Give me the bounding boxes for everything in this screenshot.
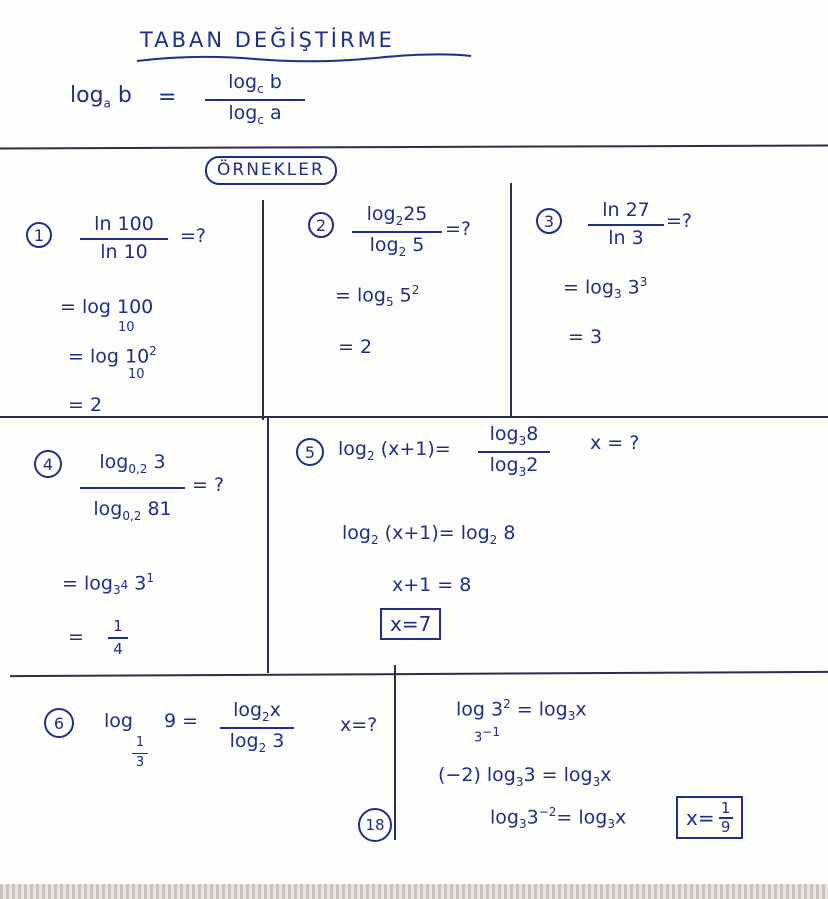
divider-bottom: [10, 671, 828, 677]
divider-top: [0, 145, 828, 150]
example-4-question: = ?: [192, 474, 225, 496]
example-6-step-1: $\log 3^2 = \log_3x$: [456, 697, 587, 724]
example-6-answer: x= 1 9: [676, 796, 743, 839]
example-5-question: x = ?: [590, 432, 640, 454]
example-3-number: 3: [536, 208, 562, 234]
formula-equals: =: [158, 85, 177, 110]
column-divider-3: [267, 416, 269, 673]
example-1-question: =?: [180, 225, 207, 247]
example-4-number: 4: [34, 450, 62, 478]
example-3-step-1: = $\log_3 3^3$: [563, 275, 648, 302]
example-1-result: = 2: [68, 394, 103, 416]
example-6-number: 6: [44, 708, 74, 738]
example-2-step-1: = $\log_5 5^2$: [335, 283, 420, 310]
title-underline: [135, 52, 475, 66]
example-1-step-2-base: 10: [128, 367, 145, 382]
paper-bottom-edge: [0, 884, 828, 899]
example-1-step-1-base: 10: [118, 320, 135, 335]
example-3-fraction: ln 27 ln 3: [588, 200, 664, 250]
example-2-result: = 2: [338, 336, 373, 358]
example-5-step-1: $\log_2 (x+1)= \log_2 8$: [342, 522, 516, 547]
example-1-step-2: = $\log 10^2$: [68, 344, 157, 368]
example-1-step-1: = log 100: [60, 296, 154, 318]
example-6-fraction: $\log_2x$ $\log_2 3$: [220, 700, 294, 755]
example-4-step-1: = $\log_{3^4} 3^1$: [62, 571, 154, 598]
formula-lhs: $\log_a b$: [70, 83, 132, 111]
example-2-question: =?: [445, 218, 472, 240]
example-5-step-2: x+1 = 8: [392, 574, 472, 596]
example-6-step-1-base: $3^{-1}$: [474, 725, 500, 746]
column-divider-4: [394, 665, 396, 840]
examples-label: ÖRNEKLER: [205, 156, 337, 185]
example-6-question: x=?: [340, 714, 378, 736]
example-5-answer: x=7: [380, 608, 441, 640]
example-5-number: 5: [296, 438, 324, 466]
page-number: 18: [358, 808, 392, 842]
example-6-lhs-log: log: [104, 710, 133, 732]
example-6-lhs-base: 1 3: [132, 736, 148, 771]
example-5-lhs: $\log_2 (x+1)=$: [338, 438, 451, 463]
example-6-lhs-arg: 9 =: [164, 710, 199, 732]
example-6-step-3: $\log_33^{-2}= \log_3x$: [490, 805, 627, 832]
example-2-number: 2: [308, 212, 334, 238]
page-title: TABAN DEĞİŞTİRME: [140, 28, 395, 52]
formula-fraction: $\log_c b$ $\log_c a$: [205, 72, 305, 127]
column-divider-1: [262, 200, 264, 420]
example-4-fraction: $\log_{0,2} 3$ $\log_{0,2} 81$: [80, 452, 185, 523]
column-divider-2: [510, 183, 512, 416]
example-5-fraction: $\log_38$ $\log_32$: [478, 424, 550, 479]
example-1-fraction: ln 100 ln 10: [80, 214, 168, 264]
example-4-result: 1 4: [108, 618, 128, 659]
example-2-fraction: $\log_225$ $\log_2 5$: [352, 204, 442, 259]
divider-middle: [0, 416, 828, 418]
example-3-result: = 3: [568, 326, 603, 348]
example-4-step-2-equals: =: [68, 626, 84, 648]
example-6-step-2: (−2) $\log_33 = \log_3x$: [438, 764, 612, 789]
example-1-number: 1: [26, 222, 52, 248]
example-3-question: =?: [666, 210, 693, 232]
